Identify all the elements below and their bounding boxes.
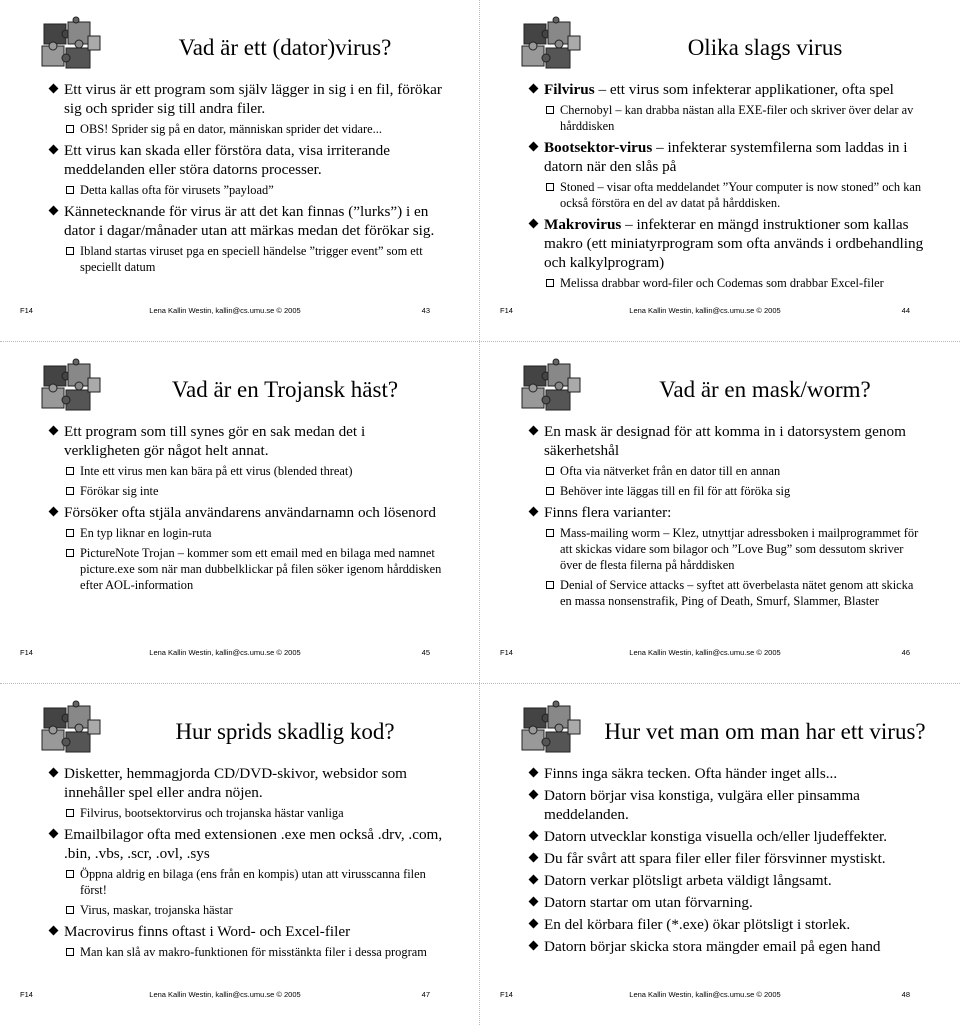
diamond-bullet-icon xyxy=(529,919,539,929)
slide-footer xyxy=(500,648,910,660)
slide xyxy=(0,684,480,1024)
sub-bullet-item xyxy=(50,545,444,593)
square-bullet-icon xyxy=(546,467,554,475)
slide-title: Olika slags virus xyxy=(687,35,843,60)
puzzle-logo-icon xyxy=(40,358,102,416)
bullet-text: – infekterar systemfilerna som laddas in i datorn när den slås på xyxy=(544,139,908,175)
bullet-item xyxy=(530,215,924,272)
diamond-bullet-icon xyxy=(529,875,539,885)
sub-bullet-item xyxy=(530,577,924,609)
slide-title: Vad är en Trojansk häst? xyxy=(171,377,399,402)
footer-author: Lena Kallin Westin, kallin@cs.umu.se © 2005 xyxy=(149,648,301,657)
bullet-item xyxy=(530,893,924,912)
sub-bullet-text: Öppna aldrig en bilaga (ens från en kompis) utan att virusscanna filen först! xyxy=(80,867,426,897)
diamond-bullet-icon xyxy=(529,142,539,152)
diamond-bullet-icon xyxy=(49,426,59,436)
square-bullet-icon xyxy=(66,870,74,878)
bullet-item xyxy=(50,422,444,460)
slide-footer xyxy=(20,990,430,1002)
diamond-bullet-icon xyxy=(49,507,59,517)
bullet-term: Filvirus xyxy=(544,81,595,98)
slide-title: Hur vet man om man har ett virus? xyxy=(604,719,926,744)
sub-bullet-text: Förökar sig inte xyxy=(80,484,159,498)
footer-author: Lena Kallin Westin, kallin@cs.umu.se © 2005 xyxy=(629,648,781,657)
bullet-item xyxy=(50,80,444,118)
page-number: 45 xyxy=(421,648,430,657)
bullet-item xyxy=(50,764,444,802)
footer-author: Lena Kallin Westin, kallin@cs.umu.se © 2005 xyxy=(149,990,301,999)
diamond-bullet-icon xyxy=(529,853,539,863)
puzzle-logo-icon xyxy=(520,16,582,74)
diamond-bullet-icon xyxy=(529,941,539,951)
sub-bullet-item xyxy=(50,121,444,137)
sub-bullet-text: Stoned – visar ofta meddelandet ”Your computer is now stoned” och kan också förstöra en del av datat på hårddisken. xyxy=(560,180,922,210)
bullet-text: Du får svårt att spara filer eller filer försvinner mystiskt. xyxy=(544,850,886,867)
page-number: 48 xyxy=(901,990,910,999)
diamond-bullet-icon xyxy=(529,84,539,94)
diamond-bullet-icon xyxy=(529,507,539,517)
puzzle-logo-icon xyxy=(520,358,582,416)
slide-footer xyxy=(20,648,430,660)
footer-author: Lena Kallin Westin, kallin@cs.umu.se © 2005 xyxy=(629,306,781,315)
square-bullet-icon xyxy=(66,247,74,255)
diamond-bullet-icon xyxy=(49,84,59,94)
bullet-item xyxy=(530,871,924,890)
sub-bullet-item xyxy=(50,902,444,918)
sub-bullet-text: Mass-mailing worm – Klez, utnyttjar adressboken i mailprogrammet för att skickas vidare som bilagor och ”Love Bug” som dessutom skriver över de flesta filerna på hårddisken xyxy=(560,526,919,572)
bullet-item xyxy=(50,202,444,240)
bullet-text: Försöker ofta stjäla användarens användarnamn och lösenord xyxy=(64,504,436,521)
diamond-bullet-icon xyxy=(529,426,539,436)
bullet-text: Datorn utvecklar konstiga visuella och/eller ljudeffekter. xyxy=(544,828,888,845)
bullet-text: Finns flera varianter: xyxy=(544,504,672,521)
square-bullet-icon xyxy=(66,467,74,475)
bullet-term: Bootsektor-virus xyxy=(544,139,653,156)
bullet-text: Datorn börjar skicka stora mängder email på egen hand xyxy=(544,938,881,955)
bullet-item xyxy=(530,915,924,934)
slide-title: Vad är en mask/worm? xyxy=(659,377,871,402)
bullet-text: Emailbilagor ofta med extensionen .exe men också .drv, .com, .bin, .vbs, .scr, .ovl, .sys xyxy=(64,826,443,862)
sub-bullet-text: Man kan slå av makro-funktionen för misstänkta filer i dessa program xyxy=(80,945,427,959)
diamond-bullet-icon xyxy=(49,206,59,216)
puzzle-logo-icon xyxy=(520,700,582,758)
slide-footer xyxy=(20,306,430,318)
square-bullet-icon xyxy=(546,487,554,495)
diamond-bullet-icon xyxy=(49,768,59,778)
bullet-text: Finns inga säkra tecken. Ofta händer inget alls... xyxy=(544,765,838,782)
square-bullet-icon xyxy=(66,948,74,956)
square-bullet-icon xyxy=(546,279,554,287)
diamond-bullet-icon xyxy=(529,219,539,229)
bullet-text: En mask är designad för att komma in i datorsystem genom säkerhetshål xyxy=(544,423,906,459)
sub-bullet-text: Chernobyl – kan drabba nästan alla EXE-filer och skriver över delar av hårddisken xyxy=(560,103,914,133)
bullet-item xyxy=(50,503,444,522)
sub-bullet-item xyxy=(50,182,444,198)
square-bullet-icon xyxy=(546,581,554,589)
bullet-item xyxy=(530,503,924,522)
sub-bullet-text: Melissa drabbar word-filer och Codemas som drabbar Excel-filer xyxy=(560,276,884,290)
sub-bullet-item xyxy=(50,525,444,541)
footer-course: F14 xyxy=(500,306,513,315)
slide xyxy=(480,684,960,1024)
sub-bullet-item xyxy=(50,805,444,821)
diamond-bullet-icon xyxy=(49,829,59,839)
bullet-text: Disketter, hemmagjorda CD/DVD-skivor, websidor som innehåller spel eller andra nöjen. xyxy=(64,765,407,801)
bullet-item xyxy=(530,937,924,956)
slide-body xyxy=(530,422,924,613)
slide-title: Hur sprids skadlig kod? xyxy=(175,719,395,744)
square-bullet-icon xyxy=(546,106,554,114)
bullet-item xyxy=(530,827,924,846)
puzzle-logo-icon xyxy=(40,700,102,758)
sub-bullet-item xyxy=(50,944,444,960)
sub-bullet-text: Detta kallas ofta för virusets ”payload” xyxy=(80,183,274,197)
bullet-item xyxy=(50,141,444,179)
bullet-item xyxy=(530,764,924,783)
sub-bullet-item xyxy=(530,179,924,211)
square-bullet-icon xyxy=(546,529,554,537)
bullet-text: En del körbara filer (*.exe) ökar plötsligt i storlek. xyxy=(544,916,851,933)
square-bullet-icon xyxy=(66,125,74,133)
diamond-bullet-icon xyxy=(529,831,539,841)
slide-body xyxy=(50,422,444,597)
square-bullet-icon xyxy=(66,529,74,537)
page-number: 44 xyxy=(901,306,910,315)
sub-bullet-text: Inte ett virus men kan bära på ett virus (blended threat) xyxy=(80,464,353,478)
sub-bullet-text: Virus, maskar, trojanska hästar xyxy=(80,903,233,917)
bullet-text: Datorn verkar plötsligt arbeta väldigt långsamt. xyxy=(544,872,832,889)
diamond-bullet-icon xyxy=(529,790,539,800)
slide-body xyxy=(530,80,924,295)
sub-bullet-text: Behöver inte läggas till en fil för att föröka sig xyxy=(560,484,791,498)
page-number: 43 xyxy=(421,306,430,315)
bullet-text: Kännetecknande för virus är att det kan finnas (”lurks”) i en dator i dagar/månader utan att märkas medan det förökar sig. xyxy=(64,203,435,239)
slide xyxy=(0,0,480,340)
footer-course: F14 xyxy=(20,990,33,999)
page-number: 47 xyxy=(421,990,430,999)
bullet-text: – ett virus som infekterar applikationer, ofta spel xyxy=(594,81,894,98)
square-bullet-icon xyxy=(66,186,74,194)
footer-course: F14 xyxy=(20,306,33,315)
slide-body xyxy=(530,764,924,959)
sub-bullet-item xyxy=(530,525,924,573)
bullet-text: Ett virus kan skada eller förstöra data, visa irriterande meddelanden eller störa datorns processer. xyxy=(64,142,390,178)
puzzle-logo-icon xyxy=(40,16,102,74)
sub-bullet-item xyxy=(50,483,444,499)
sub-bullet-item xyxy=(530,275,924,291)
sub-bullet-item xyxy=(50,463,444,479)
square-bullet-icon xyxy=(546,183,554,191)
square-bullet-icon xyxy=(66,906,74,914)
sub-bullet-text: Denial of Service attacks – syftet att överbelasta nätet genom att skicka en massa nonsenstrafik, Ping of Death, Smurf, Slammer, Blaster xyxy=(560,578,914,608)
sub-bullet-item xyxy=(50,243,444,275)
sub-bullet-text: Ofta via nätverket från en dator till en annan xyxy=(560,464,781,478)
slide-title: Vad är ett (dator)virus? xyxy=(178,35,392,60)
footer-author: Lena Kallin Westin, kallin@cs.umu.se © 2005 xyxy=(149,306,301,315)
sub-bullet-item xyxy=(530,463,924,479)
sub-bullet-text: OBS! Sprider sig på en dator, människan sprider det vidare... xyxy=(80,122,382,136)
square-bullet-icon xyxy=(66,487,74,495)
bullet-text: Datorn startar om utan förvarning. xyxy=(544,894,753,911)
bullet-text: Ett program som till synes gör en sak medan det i verkligheten gör något helt annat. xyxy=(64,423,366,459)
sub-bullet-text: En typ liknar en login-ruta xyxy=(80,526,212,540)
sub-bullet-text: PictureNote Trojan – kommer som ett email med en bilaga med namnet picture.exe som när man dubbelklickar på filen söker igenom hårddisken efter AOL-information xyxy=(80,546,442,592)
bullet-term: Makrovirus xyxy=(544,216,622,233)
diamond-bullet-icon xyxy=(529,897,539,907)
footer-course: F14 xyxy=(20,648,33,657)
bullet-item xyxy=(530,80,924,99)
sub-bullet-item xyxy=(530,483,924,499)
sub-bullet-item xyxy=(530,102,924,134)
bullet-item xyxy=(530,138,924,176)
slide-footer xyxy=(500,306,910,318)
slide xyxy=(480,0,960,340)
slide xyxy=(0,342,480,682)
diamond-bullet-icon xyxy=(49,926,59,936)
sub-bullet-item xyxy=(50,866,444,898)
bullet-item xyxy=(50,922,444,941)
slide-body xyxy=(50,80,444,279)
bullet-text: Datorn börjar visa konstiga, vulgära eller pinsamma meddelanden. xyxy=(544,787,860,823)
footer-author: Lena Kallin Westin, kallin@cs.umu.se © 2005 xyxy=(629,990,781,999)
page-number: 46 xyxy=(901,648,910,657)
bullet-item xyxy=(530,422,924,460)
square-bullet-icon xyxy=(66,549,74,557)
slide xyxy=(480,342,960,682)
diamond-bullet-icon xyxy=(49,145,59,155)
footer-course: F14 xyxy=(500,648,513,657)
square-bullet-icon xyxy=(66,809,74,817)
bullet-item xyxy=(530,849,924,868)
diamond-bullet-icon xyxy=(529,768,539,778)
bullet-text: Macrovirus finns oftast i Word- och Excel-filer xyxy=(64,923,351,940)
sub-bullet-text: Ibland startas viruset pga en speciell händelse ”trigger event” som ett speciellt datum xyxy=(80,244,423,274)
footer-course: F14 xyxy=(500,990,513,999)
bullet-text: Ett virus är ett program som själv lägger in sig i en fil, förökar sig och sprider sig till andra filer. xyxy=(64,81,442,117)
bullet-item xyxy=(530,786,924,824)
sub-bullet-text: Filvirus, bootsektorvirus och trojanska hästar vanliga xyxy=(80,806,344,820)
bullet-item xyxy=(50,825,444,863)
bullet-text: – infekterar en mängd instruktioner som kallas makro (ett miniatyrprogram som ofta används i ordbehandling och kalkylprogram) xyxy=(544,216,924,271)
slide-footer xyxy=(500,990,910,1002)
slide-body xyxy=(50,764,444,964)
